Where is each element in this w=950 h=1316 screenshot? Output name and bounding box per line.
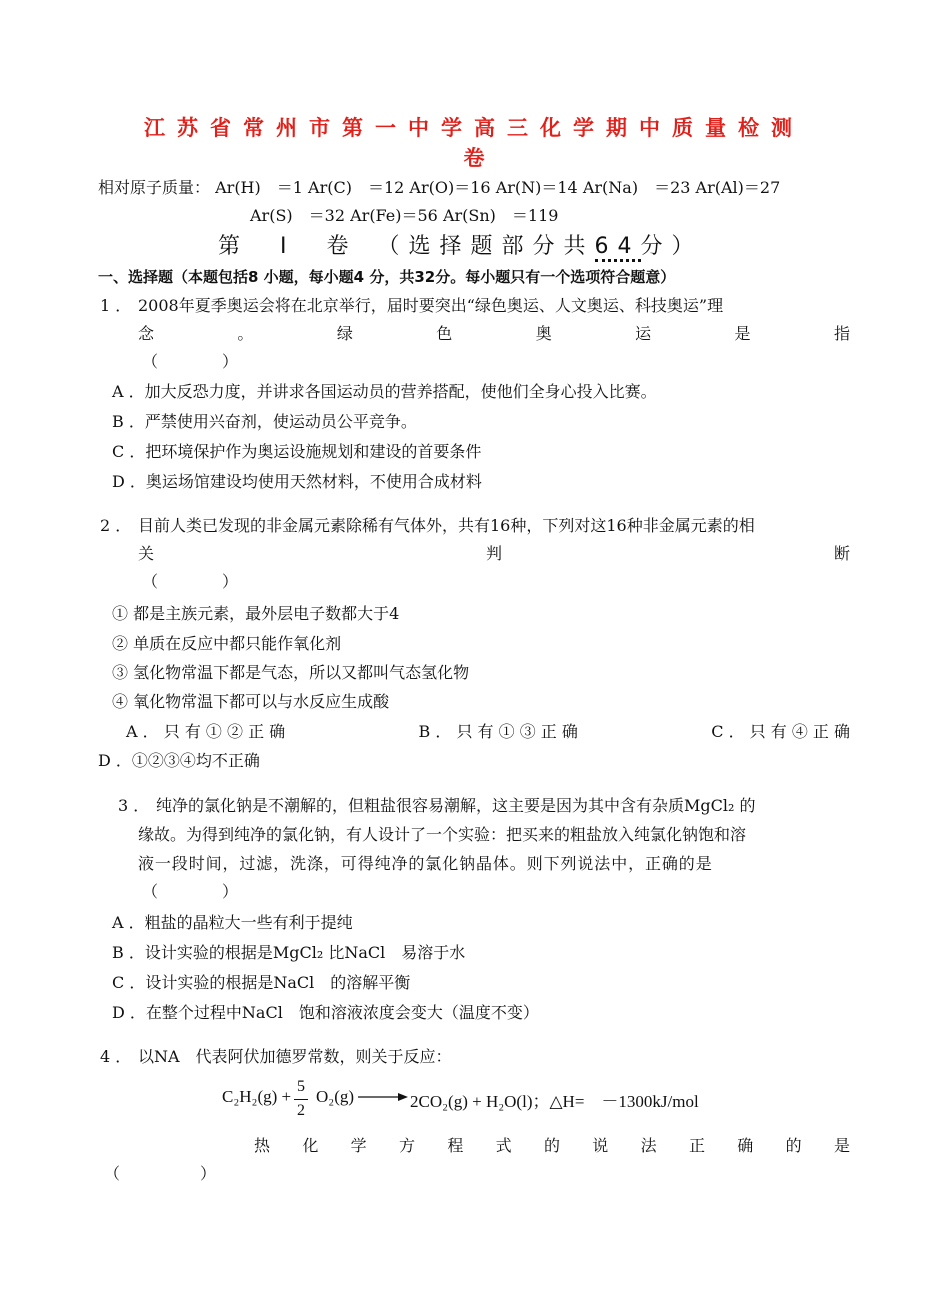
eq-mid: O₂(g) <box>316 1087 355 1106</box>
atomic-mass-line-1 <box>98 177 780 199</box>
q2-options-row <box>126 721 850 743</box>
mass-na: Ar(Na) ＝23 <box>582 178 691 197</box>
q1-option-d[interactable]: D ．奥运场馆建设均使用天然材料，不使用合成材料 <box>112 472 482 491</box>
q4-word: 法 <box>640 1136 657 1155</box>
q1-word: 奥 <box>535 324 552 343</box>
eq-right: 2CO₂(g) + H₂O(l)；△H= －1300kJ/mol <box>410 1092 699 1111</box>
q3-option-a[interactable]: A ．粗盐的晶粒大一些有利于提纯 <box>112 913 353 932</box>
q2-option-c[interactable]: C ． 只 有 ④ 正 确 <box>711 722 850 741</box>
q2-word: 关 <box>138 544 155 563</box>
mass-sn: Ar(Sn) ＝119 <box>442 206 559 225</box>
q2-statement-3: ③ 氢化物常温下都是气态，所以又都叫气态氢化物 <box>112 663 470 682</box>
q2-line-1: 目前人类已发现的非金属元素除稀有气体外，共有16种，下列对这16种非金属元素的相 <box>138 516 755 535</box>
title-line-1: 江苏省常州市第一中学高三化学期中质量检测 <box>144 115 804 140</box>
q3-option-c[interactable]: C ．设计实验的根据是NaCl 的溶解平衡 <box>112 973 411 992</box>
q4-word: 的 <box>785 1136 802 1155</box>
q4-word: 式 <box>495 1136 512 1155</box>
q1-word: 念 <box>138 324 155 343</box>
q3-number: 3 ． <box>118 796 150 815</box>
q2-answer-paren[interactable]: （ ） <box>142 572 239 591</box>
section-score: 64 <box>595 234 641 262</box>
q1-option-a[interactable]: A ．加大反恐力度，并讲求各国运动员的营养搭配，使他们全身心投入比赛。 <box>112 382 657 401</box>
q1-word: 指 <box>833 324 850 343</box>
q4-answer-paren[interactable]: （ ） <box>104 1164 217 1183</box>
q1-line-2 <box>138 323 850 345</box>
q2-option-a[interactable]: A ． 只 有 ① ② 正 确 <box>126 722 286 741</box>
q1-number: 1 ． <box>100 296 132 315</box>
q2-number: 2 ． <box>100 516 132 535</box>
q4-word: 正 <box>688 1136 705 1155</box>
q1-word: 运 <box>635 324 652 343</box>
q2-word: 判 <box>485 544 502 563</box>
section-unit: 分） <box>640 234 703 259</box>
q2-option-b[interactable]: B ． 只 有 ① ③ 正 确 <box>418 722 578 741</box>
q2-statement-2: ② 单质在反应中都只能作氧化剂 <box>112 634 342 653</box>
q1-word: 是 <box>734 324 751 343</box>
atomic-mass-label: 相对原子质量： <box>98 178 211 197</box>
q4-word: 说 <box>592 1136 609 1155</box>
title-line-2: 卷 <box>463 145 485 170</box>
q1-option-b[interactable]: B ．严禁使用兴奋剂，使运动员公平竞争。 <box>112 412 417 431</box>
q4-word: 学 <box>350 1136 367 1155</box>
mass-s: Ar(S) ＝32 <box>250 206 346 225</box>
q1-word: 色 <box>436 324 453 343</box>
mass-al: Ar(Al)＝27 <box>695 178 781 197</box>
q1-word: 绿 <box>336 324 353 343</box>
q3-answer-paren[interactable]: （ ） <box>142 882 239 901</box>
q2-statement-4: ④ 氧化物常温下都可以与水反应生成酸 <box>112 692 390 711</box>
q1-option-c[interactable]: C ．把环境保护作为奥运设施规划和建设的首要条件 <box>112 442 482 461</box>
q4-line-3 <box>254 1135 850 1157</box>
mass-n: Ar(N)＝14 <box>495 178 578 197</box>
atomic-mass-line-2 <box>250 205 558 227</box>
q4-line-1: 以NA 代表阿伏加德罗常数，则关于反应： <box>138 1047 452 1066</box>
exam-title <box>98 113 850 173</box>
reaction-arrow-icon <box>358 1091 408 1103</box>
q3-line-1: 纯净的氯化钠是不潮解的，但粗盐很容易潮解，这主要是因为其中含有杂质MgCl₂ 的 <box>156 796 756 815</box>
q4-word: 热 <box>254 1136 271 1155</box>
eq-frac-num: 5 <box>297 1078 305 1095</box>
part1-header: 一、选择题（本题包括8 小题，每小题4 分，共32分。每小题只有一个选项符合题意） <box>98 268 676 286</box>
q3-option-b[interactable]: B ．设计实验的根据是MgCl₂ 比NaCl 易溶于水 <box>112 943 466 962</box>
q1-line-1: 2008年夏季奥运会将在北京举行，届时要突出“绿色奥运、人文奥运、科技奥运”理 <box>138 296 724 315</box>
q4-number: 4 ． <box>100 1047 132 1066</box>
q4-word: 化 <box>302 1136 319 1155</box>
q2-option-d[interactable]: D ．①②③④均不正确 <box>98 751 260 770</box>
section-label: 第 Ⅰ 卷 （选择题部分共 <box>218 234 595 259</box>
q4-word: 的 <box>543 1136 560 1155</box>
eq-left: C₂H₂(g) + <box>222 1087 292 1106</box>
q3-line-2: 缘故。为得到纯净的氯化钠，有人设计了一个实验：把买来的粗盐放入纯氯化钠饱和溶 <box>138 825 747 844</box>
q4-word: 程 <box>447 1136 464 1155</box>
q2-line-2 <box>138 543 850 565</box>
q3-option-d[interactable]: D ．在整个过程中NaCl 饱和溶液浓度会变大（温度不变） <box>112 1003 539 1022</box>
eq-frac-bar <box>294 1099 308 1100</box>
q2-statement-1: ① 都是主族元素，最外层电子数都大于4 <box>112 604 400 623</box>
eq-frac-den: 2 <box>297 1102 305 1119</box>
mass-fe: Ar(Fe)＝56 <box>350 206 438 225</box>
q3-line-3: 液一段时间，过滤，洗涤，可得纯净的氯化钠晶体。则下列说法中，正确的是 <box>138 854 713 873</box>
mass-c: Ar(C) ＝12 <box>308 178 405 197</box>
mass-o: Ar(O)＝16 <box>409 178 491 197</box>
mass-h: Ar(H) ＝1 <box>215 178 303 197</box>
q2-word: 断 <box>833 544 850 563</box>
q4-word: 是 <box>833 1136 850 1155</box>
q4-word: 方 <box>398 1136 415 1155</box>
q1-answer-paren[interactable]: （ ） <box>142 352 239 371</box>
q4-word: 确 <box>737 1136 754 1155</box>
section-heading <box>218 229 703 260</box>
q1-word: 。 <box>237 324 254 343</box>
